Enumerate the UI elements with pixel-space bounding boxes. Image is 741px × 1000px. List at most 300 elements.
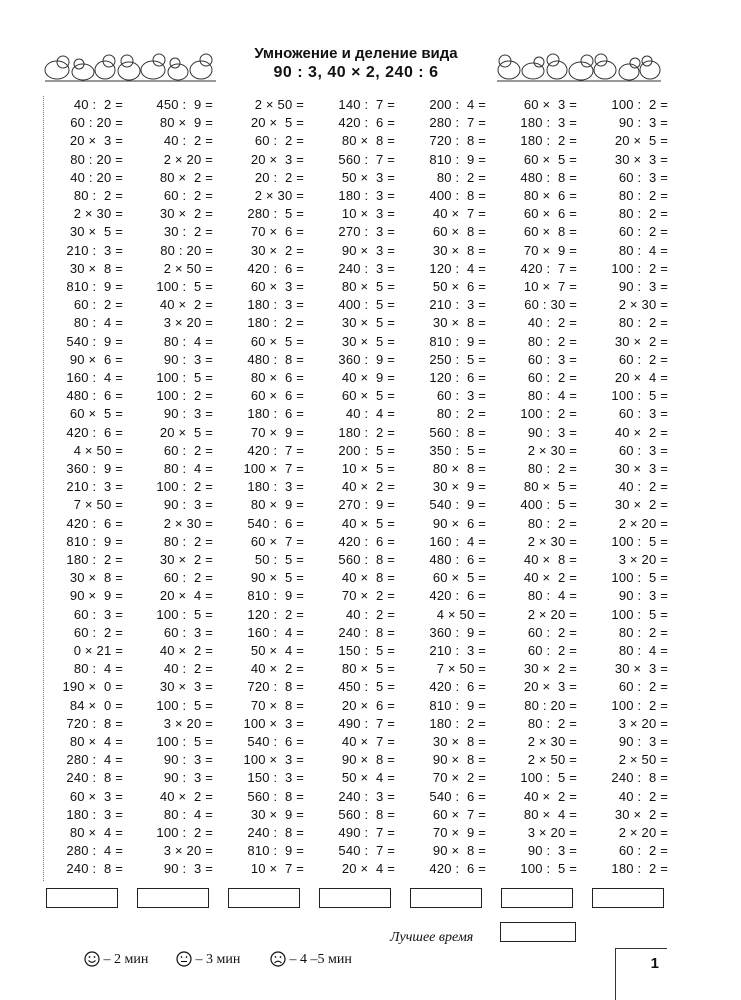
exercise-item: 490 : 7 =: [338, 825, 395, 840]
exercise-item: 180 : 3 =: [338, 188, 395, 203]
exercise-item: 7 × 50 =: [436, 661, 486, 677]
exercise-item: 2 × 20 =: [618, 515, 668, 531]
exercise-item: 40 : 20 =: [70, 169, 123, 185]
exercise-item: 80 : 4 =: [73, 661, 123, 677]
exercise-item: 80 × 9 =: [159, 115, 213, 131]
exercise-item: 100 × 3 =: [243, 752, 304, 768]
exercise-grid: [43, 96, 668, 886]
exercise-item: 40 × 5 =: [341, 515, 395, 531]
best-time-label: Лучшее время: [390, 930, 474, 945]
exercise-item: 70 × 2 =: [341, 588, 395, 604]
exercise-item: 60 : 2 =: [527, 370, 577, 385]
exercise-item: 10 × 5 =: [341, 461, 395, 476]
exercise-item: 40 × 2 =: [159, 788, 213, 804]
exercise-item: 240 : 8 =: [66, 861, 123, 877]
exercise-item: 7 × 50 =: [73, 497, 123, 513]
exercise-item: 200 : 4 =: [429, 97, 486, 112]
exercise-item: 810 : 9 =: [247, 588, 304, 604]
exercise-item: 90 × 8 =: [341, 752, 395, 768]
exercise-item: 80 × 4 =: [69, 825, 123, 840]
exercise-item: 280 : 4 =: [66, 843, 123, 859]
exercise-item: 80 × 8 =: [432, 461, 486, 476]
exercise-item: 60 × 6 =: [523, 206, 577, 222]
exercise-item: 80 × 4 =: [69, 734, 123, 749]
exercise-item: 100 : 5 =: [611, 570, 668, 586]
exercise-item: 40 × 2 =: [159, 297, 213, 313]
exercise-item: 60 : 2 =: [527, 624, 577, 640]
exercise-item: 100 : 2 =: [156, 825, 213, 840]
title-block: [223, 44, 489, 83]
exercise-item: 2 × 30 =: [254, 188, 304, 203]
exercise-item: 30 × 3 =: [614, 461, 668, 476]
exercise-item: 400 : 5 =: [520, 497, 577, 513]
exercise-item: 20 × 3 =: [523, 679, 577, 695]
exercise-item: 10 × 3 =: [341, 206, 395, 222]
exercise-item: 720 : 8 =: [66, 715, 123, 731]
exercise-item: 540 : 7 =: [338, 843, 395, 859]
exercise-item: 200 : 5 =: [338, 442, 395, 458]
exercise-item: 3 × 20 =: [618, 715, 668, 731]
exercise-item: 420 : 6 =: [429, 588, 486, 604]
exercise-item: 60 : 3 =: [618, 442, 668, 458]
exercise-item: 240 : 8 =: [338, 624, 395, 640]
exercise-item: 160 : 4 =: [247, 624, 304, 640]
exercise-item: 80 : 2 =: [527, 333, 577, 349]
exercise-item: 80 : 2 =: [163, 533, 213, 549]
exercise-item: 40 × 2 =: [341, 479, 395, 495]
exercise-item: 100 : 2 =: [611, 260, 668, 276]
exercise-item: 2 × 50 =: [254, 97, 304, 112]
exercise-item: 90 : 3 =: [618, 588, 668, 604]
exercise-item: 40 × 2 =: [523, 788, 577, 804]
column-7-time-box[interactable]: [592, 888, 664, 908]
exercise-item: 90 × 5 =: [250, 570, 304, 586]
exercise-item: 40 × 7 =: [432, 206, 486, 222]
exercise-item: 40 × 2 =: [523, 570, 577, 586]
exercise-item: 90 × 8 =: [432, 843, 486, 859]
exercise-item: 100 × 7 =: [243, 461, 304, 476]
exercise-item: 100 : 5 =: [611, 388, 668, 404]
exercise-item: 810 : 9 =: [66, 279, 123, 294]
exercise-item: 480 : 8 =: [520, 169, 577, 185]
exercise-item: 60 : 3 =: [436, 388, 486, 404]
exercise-item: 80 : 4 =: [527, 588, 577, 604]
exercise-item: 400 : 5 =: [338, 297, 395, 313]
column-5-time-box[interactable]: [410, 888, 482, 908]
exercise-item: 150 : 3 =: [247, 770, 304, 786]
exercise-item: 3 × 20 =: [163, 315, 213, 331]
exercise-item: 810 : 9 =: [429, 697, 486, 713]
exercise-item: 40 : 2 =: [73, 97, 123, 112]
page-title: Умножение и деление вида: [254, 45, 458, 62]
legend-item-smile: [70, 927, 149, 967]
exercise-item: 70 × 8 =: [250, 697, 304, 713]
exercise-item: 100 : 2 =: [156, 479, 213, 495]
legend-item-sad: [256, 927, 352, 967]
exercise-item: 20 × 4 =: [341, 861, 395, 877]
exercise-item: 3 × 20 =: [618, 552, 668, 567]
legend-text-sad: – 4 –5 мин: [286, 952, 352, 967]
exercise-item: 80 : 2 =: [527, 515, 577, 531]
exercise-item: 100 : 5 =: [611, 606, 668, 622]
exercise-item: 60 × 3 =: [523, 97, 577, 112]
exercise-item: 60 : 2 =: [163, 188, 213, 203]
exercise-item: 20 × 5 =: [614, 133, 668, 149]
exercise-item: 40 × 2 =: [614, 424, 668, 440]
exercise-item: 3 × 20 =: [163, 715, 213, 731]
exercise-item: 810 : 9 =: [247, 843, 304, 859]
exercise-item: 80 : 2 =: [618, 315, 668, 331]
exercise-item: 30 × 3 =: [614, 151, 668, 167]
exercise-item: 180 : 3 =: [247, 297, 304, 313]
exercise-item: 4 × 50 =: [73, 442, 123, 458]
exercise-item: 210 : 3 =: [66, 479, 123, 495]
exercise-item: 80 : 2 =: [436, 406, 486, 422]
exercise-item: 100 : 2 =: [611, 97, 668, 112]
exercise-item: 50 × 4 =: [250, 643, 304, 658]
exercise-item: 180 : 2 =: [520, 133, 577, 149]
exercise-item: 100 : 5 =: [611, 533, 668, 549]
exercise-item: 60 : 2 =: [73, 297, 123, 313]
exercise-item: 30 × 2 =: [614, 806, 668, 822]
exercise-item: 90 × 8 =: [432, 752, 486, 768]
exercise-item: 70 × 9 =: [432, 825, 486, 840]
exercise-item: 90 : 3 =: [527, 424, 577, 440]
exercise-item: 60 × 8 =: [432, 224, 486, 240]
exercise-item: 270 : 3 =: [338, 224, 395, 240]
exercise-item: 540 : 9 =: [429, 497, 486, 513]
exercise-item: 540 : 9 =: [66, 333, 123, 349]
exercise-item: 2 × 50 =: [527, 752, 577, 768]
exercise-item: 180 : 3 =: [520, 115, 577, 131]
exercise-item: 420 : 6 =: [338, 115, 395, 131]
exercise-item: 420 : 6 =: [429, 679, 486, 695]
exercise-item: 360 : 9 =: [66, 461, 123, 476]
exercise-item: 80 × 9 =: [250, 497, 304, 513]
column-6-time-box[interactable]: [501, 888, 573, 908]
exercise-item: 30 × 8 =: [69, 260, 123, 276]
exercise-item: 20 × 5 =: [250, 115, 304, 131]
exercise-item: 2 × 50 =: [618, 752, 668, 768]
exercise-item: 810 : 9 =: [66, 533, 123, 549]
exercise-item: 60 × 5 =: [250, 333, 304, 349]
exercise-item: 50 : 5 =: [254, 552, 304, 567]
exercise-item: 420 : 6 =: [338, 533, 395, 549]
exercise-item: 80 × 5 =: [523, 479, 577, 495]
exercise-item: 100 : 5 =: [520, 861, 577, 877]
exercise-item: 90 : 3 =: [163, 861, 213, 877]
exercise-item: 30 × 2 =: [614, 497, 668, 513]
exercise-item: 240 : 8 =: [611, 770, 668, 786]
exercise-item: 810 : 9 =: [429, 151, 486, 167]
exercise-item: 270 : 9 =: [338, 497, 395, 513]
exercise-item: 2 × 30 =: [527, 533, 577, 549]
exercise-item: 40 × 7 =: [341, 734, 395, 749]
exercise-item: 560 : 8 =: [247, 788, 304, 804]
exercise-item: 420 : 7 =: [520, 260, 577, 276]
exercise-item: 180 : 2 =: [338, 424, 395, 440]
exercise-item: 60 : 2 =: [163, 570, 213, 586]
exercise-item: 450 : 9 =: [156, 97, 213, 112]
page-number: 1: [650, 955, 659, 972]
exercise-item: 90 × 3 =: [341, 242, 395, 258]
exercise-item: 60 : 2 =: [618, 224, 668, 240]
exercise-item: 240 : 3 =: [338, 260, 395, 276]
exercise-item: 180 : 6 =: [247, 406, 304, 422]
column-1-time-box[interactable]: [46, 888, 118, 908]
exercise-item: 180 : 3 =: [247, 479, 304, 495]
exercise-item: 80 × 6 =: [250, 370, 304, 385]
exercise-item: 100 : 5 =: [156, 279, 213, 294]
exercise-item: 40 : 2 =: [618, 788, 668, 804]
exercise-item: 2 × 30 =: [163, 515, 213, 531]
exercise-item: 40 × 8 =: [523, 552, 577, 567]
exercise-item: 80 × 5 =: [341, 279, 395, 294]
exercise-item: 2 × 30 =: [73, 206, 123, 222]
exercise-item: 80 : 20 =: [524, 697, 577, 713]
exercise-item: 90 : 3 =: [618, 115, 668, 131]
column-2-time-box[interactable]: [137, 888, 209, 908]
exercise-item: 80 × 2 =: [159, 169, 213, 185]
exercise-item: 30 × 2 =: [159, 552, 213, 567]
exercise-item: 20 × 5 =: [159, 424, 213, 440]
exercise-item: 80 : 2 =: [527, 715, 577, 731]
exercise-item: 120 : 2 =: [247, 606, 304, 622]
exercise-item: 2 × 20 =: [527, 606, 577, 622]
exercise-item: 180 : 2 =: [611, 861, 668, 877]
column-4-time-box[interactable]: [319, 888, 391, 908]
exercise-item: 540 : 6 =: [429, 788, 486, 804]
exercise-item: 20 × 3 =: [69, 133, 123, 149]
exercise-item: 100 : 5 =: [156, 734, 213, 749]
exercise-item: 90 : 3 =: [163, 770, 213, 786]
exercise-item: 100 : 2 =: [611, 697, 668, 713]
exercise-item: 90 × 6 =: [69, 351, 123, 367]
exercise-item: 60 : 2 =: [618, 351, 668, 367]
exercise-item: 40 : 4 =: [345, 406, 395, 422]
exercise-item: 20 × 4 =: [159, 588, 213, 604]
exercise-item: 2 × 20 =: [163, 151, 213, 167]
exercise-item: 210 : 3 =: [66, 242, 123, 258]
smile-face-icon: [84, 951, 100, 967]
exercise-item: 90 : 3 =: [163, 497, 213, 513]
exercise-item: 20 × 4 =: [614, 370, 668, 385]
exercise-item: 60 : 3 =: [527, 351, 577, 367]
exercise-item: 2 × 30 =: [527, 734, 577, 749]
column-3-time-box[interactable]: [228, 888, 300, 908]
exercise-item: 480 : 6 =: [429, 552, 486, 567]
exercise-item: 560 : 7 =: [338, 151, 395, 167]
exercise-item: 400 : 8 =: [429, 188, 486, 203]
exercise-item: 60 × 3 =: [250, 279, 304, 294]
exercise-item: 150 : 5 =: [338, 643, 395, 658]
exercise-item: 30 × 8 =: [432, 315, 486, 331]
exercise-item: 240 : 3 =: [338, 788, 395, 804]
exercise-item: 60 × 6 =: [250, 388, 304, 404]
exercise-item: 100 : 5 =: [156, 697, 213, 713]
exercise-item: 90 : 3 =: [618, 734, 668, 749]
exercise-item: 490 : 7 =: [338, 715, 395, 731]
exercise-item: 20 × 6 =: [341, 697, 395, 713]
exercise-item: 560 : 8 =: [338, 552, 395, 567]
exercise-item: 50 × 6 =: [432, 279, 486, 294]
exercise-item: 100 × 3 =: [243, 715, 304, 731]
exercise-item: 84 × 0 =: [69, 697, 123, 713]
exercise-item: 80 : 20 =: [160, 242, 213, 258]
exercise-item: 60 : 3 =: [618, 406, 668, 422]
exercise-item: 60 : 3 =: [163, 624, 213, 640]
exercise-item: 60 × 7 =: [250, 533, 304, 549]
exercise-item: 40 × 8 =: [341, 570, 395, 586]
exercise-item: 80 × 4 =: [523, 806, 577, 822]
exercise-item: 70 × 9 =: [250, 424, 304, 440]
exercise-item: 210 : 3 =: [429, 297, 486, 313]
exercise-item: 10 × 7 =: [523, 279, 577, 294]
exercise-item: 2 × 30 =: [618, 297, 668, 313]
animals-illustration-right: [495, 44, 663, 84]
exercise-item: 80 : 2 =: [73, 188, 123, 203]
exercise-item: 20 : 2 =: [254, 169, 304, 185]
exercise-item: 120 : 6 =: [429, 370, 486, 385]
exercise-item: 40 × 9 =: [341, 370, 395, 385]
exercise-item: 560 : 8 =: [429, 424, 486, 440]
exercise-item: 350 : 5 =: [429, 442, 486, 458]
legend-text-neutral: – 3 мин: [192, 952, 241, 967]
exercise-item: 720 : 8 =: [429, 133, 486, 149]
exercise-item: 360 : 9 =: [338, 351, 395, 367]
exercise-item: 40 : 2 =: [527, 315, 577, 331]
exercise-item: 80 × 6 =: [523, 188, 577, 203]
exercise-item: 80 : 4 =: [618, 643, 668, 658]
exercise-item: 80 : 4 =: [163, 806, 213, 822]
exercise-item: 180 : 2 =: [66, 552, 123, 567]
exercise-item: 450 : 5 =: [338, 679, 395, 695]
exercise-item: 420 : 6 =: [429, 861, 486, 877]
exercise-item: 540 : 6 =: [247, 515, 304, 531]
exercise-item: 420 : 6 =: [66, 515, 123, 531]
exercise-item: 60 : 2 =: [618, 679, 668, 695]
exercise-item: 40 : 2 =: [163, 133, 213, 149]
exercise-item: 140 : 7 =: [338, 97, 395, 112]
exercise-item: 190 × 0 =: [62, 679, 123, 695]
exercise-item: 250 : 5 =: [429, 351, 486, 367]
exercise-item: 80 : 4 =: [73, 315, 123, 331]
legend-text-smile: – 2 мин: [100, 952, 149, 967]
exercise-item: 280 : 7 =: [429, 115, 486, 131]
exercise-item: 60 × 5 =: [432, 570, 486, 586]
exercise-item: 30 × 9 =: [432, 479, 486, 495]
exercise-item: 30 : 2 =: [163, 224, 213, 240]
exercise-item: 120 : 4 =: [429, 260, 486, 276]
exercise-item: 40 × 2 =: [250, 661, 304, 677]
exercise-item: 80 : 2 =: [527, 461, 577, 476]
exercise-item: 40 × 2 =: [159, 643, 213, 658]
exercise-item: 80 : 4 =: [527, 388, 577, 404]
exercise-item: 70 × 6 =: [250, 224, 304, 240]
exercise-item: 420 : 6 =: [66, 424, 123, 440]
exercise-item: 30 × 5 =: [341, 333, 395, 349]
exercise-item: 160 : 4 =: [66, 370, 123, 385]
exercise-item: 40 : 2 =: [618, 479, 668, 495]
legend-item-neutral: [162, 927, 241, 967]
exercise-item: 2 × 20 =: [618, 825, 668, 840]
best-time-box[interactable]: [500, 922, 576, 942]
exercise-item: 90 × 6 =: [432, 515, 486, 531]
exercise-item: 90 : 3 =: [163, 406, 213, 422]
exercise-item: 80 : 20 =: [70, 151, 123, 167]
exercise-item: 60 : 3 =: [73, 606, 123, 622]
exercise-item: 80 : 2 =: [618, 188, 668, 203]
exercise-item: 50 × 3 =: [341, 169, 395, 185]
exercise-item: 50 × 4 =: [341, 770, 395, 786]
exercise-item: 30 × 8 =: [432, 242, 486, 258]
exercise-item: 80 : 2 =: [436, 169, 486, 185]
animals-illustration-left: [43, 44, 218, 84]
exercise-item: 30 × 3 =: [614, 661, 668, 677]
exercise-item: 70 × 9 =: [523, 242, 577, 258]
exercise-item: 30 × 8 =: [69, 570, 123, 586]
exercise-item: 810 : 9 =: [429, 333, 486, 349]
exercise-item: 80 : 4 =: [618, 242, 668, 258]
exercise-item: 60 : 2 =: [73, 624, 123, 640]
exercise-item: 90 : 3 =: [618, 279, 668, 294]
exercise-item: 180 : 2 =: [247, 315, 304, 331]
exercise-item: 80 : 4 =: [163, 461, 213, 476]
exercise-item: 30 × 2 =: [159, 206, 213, 222]
exercise-item: 80 : 2 =: [618, 206, 668, 222]
exercise-item: 2 × 30 =: [527, 442, 577, 458]
exercise-item: 0 × 21 =: [73, 643, 123, 658]
exercise-item: 80 × 5 =: [341, 661, 395, 677]
exercise-item: 60 : 2 =: [163, 442, 213, 458]
exercise-item: 60 × 5 =: [69, 406, 123, 422]
exercise-item: 420 : 7 =: [247, 442, 304, 458]
exercise-item: 280 : 4 =: [66, 752, 123, 768]
exercise-item: 60 : 30 =: [524, 297, 577, 313]
exercise-item: 30 × 5 =: [341, 315, 395, 331]
exercise-item: 560 : 8 =: [338, 806, 395, 822]
exercise-item: 80 : 4 =: [163, 333, 213, 349]
exercise-item: 2 × 50 =: [163, 260, 213, 276]
exercise-item: 30 × 8 =: [432, 734, 486, 749]
exercise-item: 100 : 5 =: [156, 370, 213, 385]
exercise-item: 70 × 2 =: [432, 770, 486, 786]
exercise-item: 80 × 8 =: [341, 133, 395, 149]
exercise-item: 20 × 3 =: [250, 151, 304, 167]
exercise-item: 360 : 9 =: [429, 624, 486, 640]
exercise-item: 60 : 20 =: [70, 115, 123, 131]
exercise-item: 100 : 2 =: [156, 388, 213, 404]
page-subtitle: 90 : 3, 40 × 2, 240 : 6: [273, 64, 439, 81]
exercise-item: 30 × 9 =: [250, 806, 304, 822]
exercise-item: 240 : 8 =: [66, 770, 123, 786]
exercise-item: 60 × 7 =: [432, 806, 486, 822]
exercise-item: 30 × 5 =: [69, 224, 123, 240]
exercise-item: 60 × 8 =: [523, 224, 577, 240]
exercise-item: 100 : 5 =: [156, 606, 213, 622]
exercise-item: 210 : 3 =: [429, 643, 486, 658]
exercise-item: 30 × 2 =: [523, 661, 577, 677]
exercise-item: 180 : 3 =: [66, 806, 123, 822]
exercise-item: 420 : 6 =: [247, 260, 304, 276]
exercise-item: 280 : 5 =: [247, 206, 304, 222]
page-number-corner: [615, 948, 667, 1000]
exercise-item: 60 × 5 =: [341, 388, 395, 404]
exercise-item: 100 : 2 =: [520, 406, 577, 422]
exercise-item: 60 × 5 =: [523, 151, 577, 167]
exercise-item: 100 : 5 =: [520, 770, 577, 786]
exercise-item: 60 : 2 =: [254, 133, 304, 149]
